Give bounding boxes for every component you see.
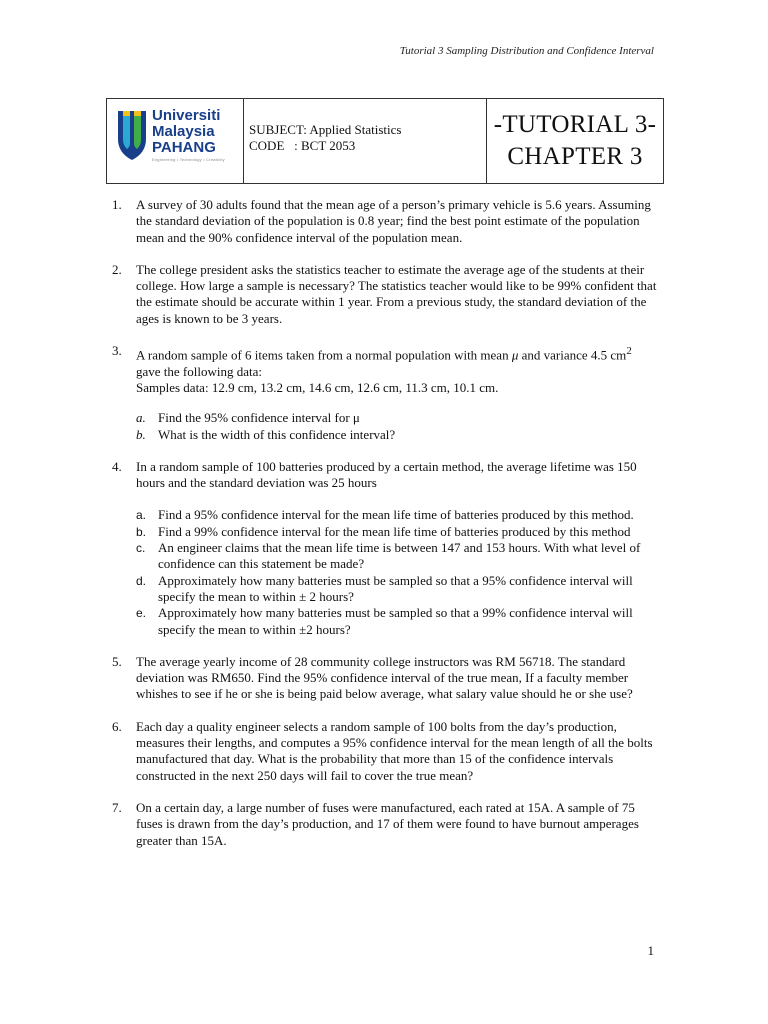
question-5 <box>112 654 657 703</box>
sub-letter: a. <box>136 410 146 426</box>
sub-letter: b. <box>136 524 147 539</box>
question-3 <box>112 343 657 443</box>
sub-text: Approximately how many batteries must be sampled so that a 99% confidence interval will specify the mean to within ±2 hours? <box>158 605 633 637</box>
question-7 <box>112 800 657 849</box>
question-text-part: A random sample of 6 items taken from a normal population with mean <box>136 347 512 363</box>
sub-question-b <box>136 427 657 443</box>
question-text-part: and variance 4.5 cm <box>518 347 627 363</box>
question-number: 3. <box>112 343 122 359</box>
logo-line-1: Universiti <box>152 107 221 124</box>
university-shield-icon <box>117 109 147 161</box>
sub-question-a <box>136 507 657 523</box>
sub-text: Approximately how many batteries must be sampled so that a 95% confidence interval will specify the mean to within ± 2 hours? <box>158 572 633 604</box>
question-text <box>136 343 657 380</box>
sub-question-a <box>136 410 657 426</box>
sub-text: Find a 95% confidence interval for the mean life time of batteries produced by this method. <box>158 507 634 523</box>
subject-info <box>249 122 401 154</box>
sub-text: Find the 95% confidence interval for μ <box>158 410 360 426</box>
question-number: 6. <box>112 718 122 734</box>
sample-data: Samples data: 12.9 cm, 13.2 cm, 14.6 cm, 12.6 cm, 11.3 cm, 10.1 cm. <box>136 380 499 395</box>
superscript: 2 <box>626 345 632 358</box>
question-text: A survey of 30 adults found that the mean age of a person’s primary vehicle is 5.6 years. Assuming the standard deviation of the population is 0.8 year; find the best point estimate of the population mean and the 90% confidence interval of the population mean. <box>136 197 651 245</box>
university-logo-text <box>152 108 225 162</box>
sub-letter: e. <box>136 606 147 621</box>
question-text: The college president asks the statistics teacher to estimate the average age of the students at their college. How large a sample is necessary? The statistics teacher would like to be 99% confident that the estimate should be accurate within 1 year. From a previous study, the standard deviation of the ages is known to be 3 years. <box>136 261 657 326</box>
question-text: The average yearly income of 28 community college instructors was RM 56718. The standard deviation was RM650. Find the 95% confidence interval of the true mean, If a faculty member whishes to see if he or she is being paid below average, what salary value should he or she use? <box>136 653 633 702</box>
logo-line-3: PAHANG <box>152 139 216 156</box>
question-number: 1. <box>112 197 122 212</box>
question-text-part: gave the following data: <box>136 363 262 379</box>
logo-line-2: Malaysia <box>152 123 215 140</box>
page-number: 1 <box>647 943 654 958</box>
header-table <box>106 98 664 184</box>
sub-text: Find a 99% confidence interval for the mean life time of batteries produced by this method <box>158 523 631 539</box>
question-list <box>112 197 657 865</box>
subject-cell <box>244 99 487 183</box>
question-number: 4. <box>112 458 122 474</box>
sub-question-c <box>136 540 657 573</box>
sub-question-list <box>136 410 657 443</box>
sub-text: What is the width of this confidence interval? <box>158 426 396 442</box>
sub-question-e <box>136 605 657 638</box>
question-1 <box>112 197 657 246</box>
sub-question-list <box>136 507 657 637</box>
title-cell <box>487 99 663 183</box>
question-6 <box>112 719 657 784</box>
sub-letter: b. <box>136 426 146 442</box>
sub-letter: c. <box>136 541 146 556</box>
question-number: 7. <box>112 799 122 815</box>
question-number: 2. <box>112 261 122 277</box>
mu-symbol: μ <box>511 347 519 363</box>
question-text: On a certain day, a large number of fuses were manufactured, each rated at 15A. A sample of 75 fuses is drawn from the day’s production, and 17 of them were found to have burnout amperages greater than 15A. <box>136 799 639 848</box>
question-text: In a random sample of 100 batteries produced by a certain method, the average lifetime was 150 hours and the standard deviation was 25 hours <box>136 458 637 491</box>
code-line: CODE : BCT 2053 <box>249 138 356 153</box>
sub-question-b <box>136 524 657 540</box>
sub-letter: a. <box>136 508 147 523</box>
question-text: Each day a quality engineer selects a random sample of 100 bolts from the day’s production, measures their lengths, and computes a 95% confidence interval for the mean length of all the bolts manufactured that day. What is the probability that more than 15 of the confidence intervals constructed in the next 250 days will fail to cover the true mean? <box>136 718 653 783</box>
subject-line: SUBJECT: Applied Statistics <box>249 122 402 137</box>
chapter-title: CHAPTER 3 <box>507 143 643 170</box>
sub-text: An engineer claims that the mean life time is between 147 and 153 hours. With what level of confidence can this statement be made? <box>158 540 641 572</box>
sub-letter: d. <box>136 573 147 588</box>
tutorial-title: -TUTORIAL 3- <box>493 111 657 138</box>
question-2 <box>112 262 657 327</box>
running-header: Tutorial 3 Sampling Distribution and Confidence Interval <box>399 45 654 57</box>
logo-tagline: Engineering • Technology • Creativity <box>152 157 225 162</box>
logo-cell <box>107 99 244 183</box>
question-4 <box>112 459 657 638</box>
question-number: 5. <box>112 653 122 669</box>
sub-question-d <box>136 573 657 606</box>
